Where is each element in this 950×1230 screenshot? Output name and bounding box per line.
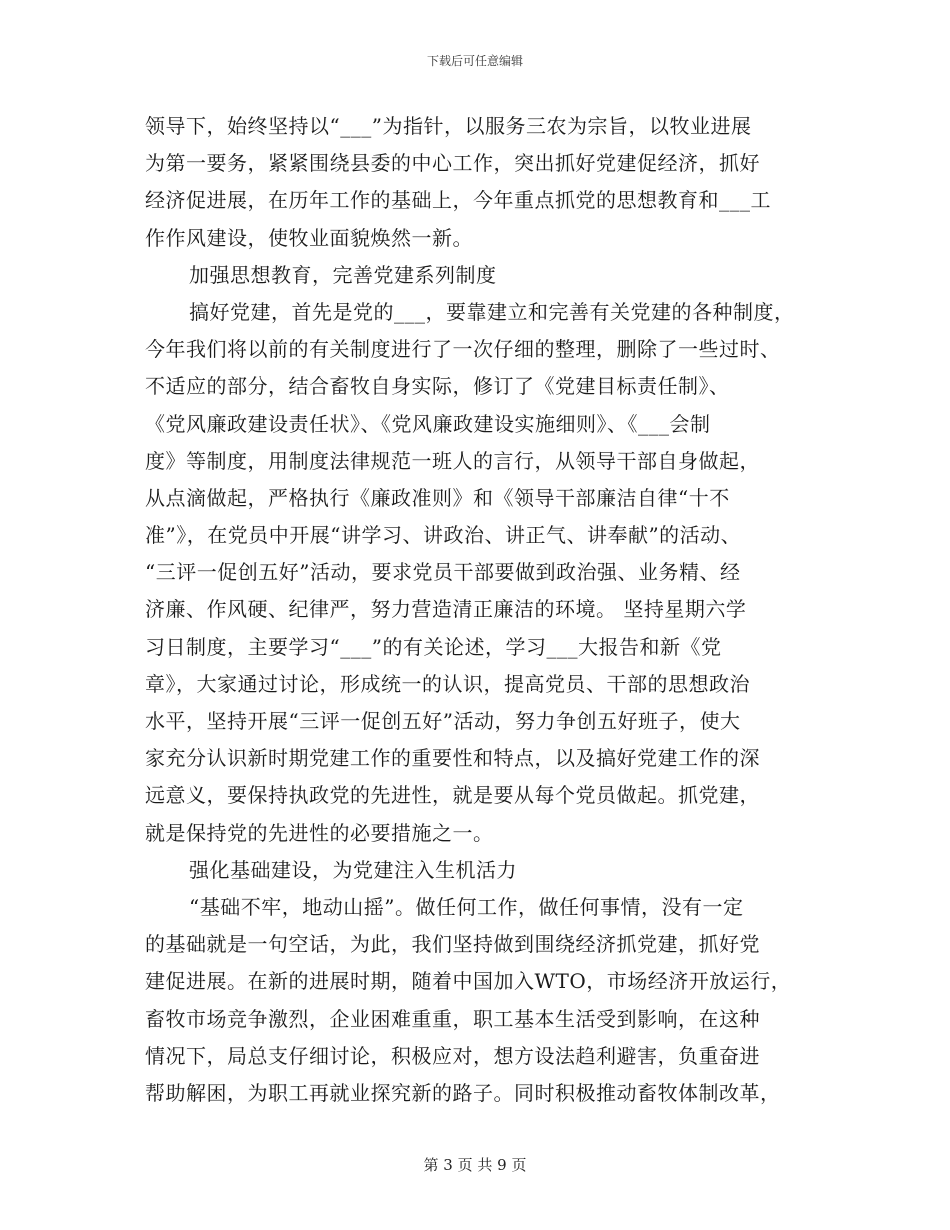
- text-line: 从点滴做起，严格执行《廉政准则》和《领导干部廉洁自律“十不: [145, 485, 730, 510]
- text-line: 强化基础建设，为党建注入生机活力: [189, 857, 517, 882]
- text-line: 远意义，要保持执政党的先进性，就是要从每个党员做起。抓党建，: [145, 783, 760, 808]
- document-body: [145, 108, 825, 1112]
- text-line: 家充分认识新时期党建工作的重要性和特点，以及搞好党建工作的深: [145, 746, 760, 771]
- text-line: 今年我们将以前的有关制度进行了一次仔细的整理，删除了一些过时、: [145, 337, 781, 362]
- text-line: 帮助解困，为职工再就业探究新的路子。同时积极推动畜牧体制改革，: [145, 1080, 781, 1105]
- text-line: 水平，坚持开展“三评一促创五好”活动，努力争创五好班子，使大: [145, 709, 741, 733]
- text-line: 为第一要务，紧紧围绕县委的中心工作，突出抓好党建促经济，抓好: [145, 151, 760, 176]
- text-line: 《党风廉政建设责任状》、《党风廉政建设实施细则》、《___会制: [145, 411, 711, 436]
- text-line: “三评一促创五好”活动，要求党员干部要做到政治强、业务精、经: [145, 560, 741, 585]
- text-line: 济廉、作风硬、纪律严，努力营造清正廉洁的环境。 坚持星期六学: [145, 597, 747, 622]
- text-line: 习日制度，主要学习“___”的有关论述，学习___大报告和新《党: [145, 634, 722, 659]
- text-line: 搞好党建，首先是党的___，要靠建立和完善有关党建的各种制度，: [189, 299, 795, 324]
- text-line: 作作风建设，使牧业面貌焕然一新。: [145, 225, 473, 250]
- text-line: 不适应的部分，结合畜牧自身实际，修订了《党建目标责任制》、: [145, 374, 730, 399]
- text-line: 领导下，始终坚持以“___”为指针，以服务三农为宗旨，以牧业进展: [145, 114, 752, 138]
- text-line: 度》等制度，用制度法律规范一班人的言行，从领导干部自身做起，: [145, 448, 760, 473]
- text-line: 情况下，局总支仔细讨论，积极应对，想方设法趋利避害，负重奋进: [145, 1043, 760, 1068]
- text-line: 加强思想教育，完善党建系列制度: [189, 262, 497, 287]
- page-header-note: 下载后可任意编辑: [426, 54, 523, 68]
- text-line: “基础不牢，地动山摇”。做任何工作，做任何事情，没有一定: [189, 894, 744, 919]
- text-line: 建促进展。在新的进展时期，随着中国加入WTO，市场经济开放运行，: [145, 969, 792, 994]
- text-line: 畜牧市场竞争激烈，企业困难重重，职工基本生活受到影响，在这种: [145, 1006, 760, 1031]
- page-number-footer: 第 3 页 共 9 页: [423, 1156, 527, 1174]
- text-line: 章》，大家通过讨论，形成统一的认识，提高党员、干部的思想政治: [145, 671, 750, 696]
- text-line: 的基础就是一句空话，为此，我们坚持做到围绕经济抓党建，抓好党: [145, 932, 760, 957]
- text-line: 准”》，在党员中开展“讲学习、讲政治、讲正气、讲奉献”的活动、: [145, 523, 742, 548]
- text-line: 就是保持党的先进性的必要措施之一。: [145, 820, 494, 845]
- text-line: 经济促进展，在历年工作的基础上，今年重点抓党的思想教育和___工: [145, 188, 771, 213]
